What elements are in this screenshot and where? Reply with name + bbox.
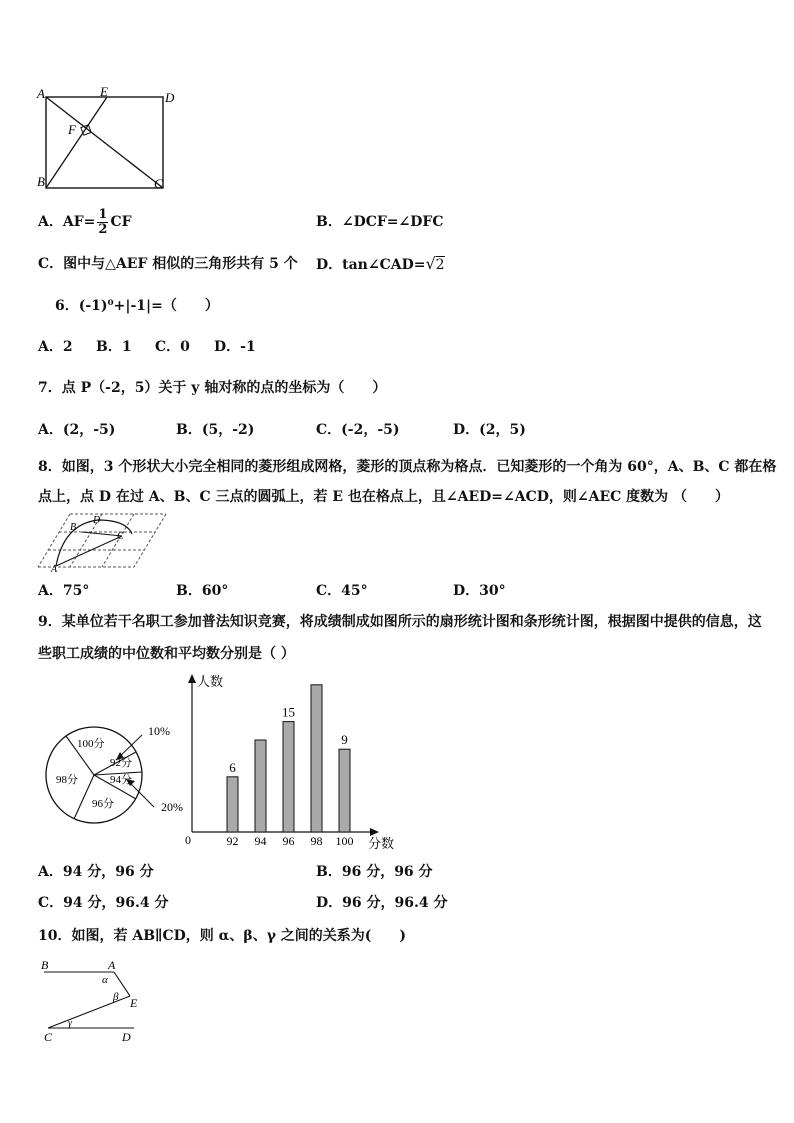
origin-label: 0 — [185, 833, 191, 847]
y-axis-label: 人数 — [197, 674, 224, 689]
q5-option-a — [38, 205, 132, 239]
rectangle-figure — [34, 84, 184, 194]
bar-96 — [283, 722, 294, 832]
tick-label-92: 92 — [226, 834, 239, 848]
label-a: A — [37, 86, 45, 101]
fraction — [97, 208, 108, 237]
q8-option-b: B．60° — [176, 583, 229, 599]
q6-option-b: B．1 — [96, 339, 132, 355]
fraction-denominator: 2 — [98, 221, 108, 237]
pie-label-92: 92分 — [110, 757, 132, 769]
tick-label-98: 98 — [310, 834, 323, 848]
sqrt-radicand: 2 — [435, 257, 445, 273]
q6-option-c: C．0 — [155, 339, 190, 355]
y-axis-arrow-icon — [188, 674, 196, 683]
label-e: E — [100, 84, 108, 99]
q6-option-d: D．-1 — [214, 339, 256, 355]
pie-label-98: 98分 — [56, 774, 78, 786]
q5-option-d — [316, 255, 445, 274]
data-label-92: 6 — [229, 759, 236, 775]
q7-option-b: B．(5，-2) — [176, 422, 255, 438]
q8-option-a: A．75° — [38, 583, 90, 599]
q6-stem: 6．(-1)⁰+|-1|=（ ） — [55, 298, 219, 314]
q5-option-c: C．图中与△AEF 相似的三角形共有 5 个 — [38, 256, 298, 272]
label-b-grid: B — [70, 522, 77, 533]
fraction-numerator: 1 — [98, 206, 108, 222]
q5-option-d-prefix: D．tan∠CAD= — [316, 257, 426, 273]
bar-98 — [311, 685, 322, 832]
x-axis-arrow-icon — [370, 828, 379, 836]
x-axis-label: 分数 — [368, 836, 395, 851]
label-d-par: D — [122, 1030, 131, 1044]
label-gamma: γ — [68, 1018, 72, 1029]
label-c-grid: C — [117, 531, 124, 542]
label-d: D — [165, 90, 175, 105]
q8-option-d: D．30° — [453, 583, 506, 599]
q10-stem: 10．如图，若 AB∥CD，则 α、β、γ 之间的关系为( ) — [38, 928, 407, 944]
tick-label-96: 96 — [282, 834, 295, 848]
q9-stem-line-2: 些职工成绩的中位数和平均数分别是（ ） — [38, 646, 295, 662]
label-a-grid: A — [51, 564, 58, 572]
q5-option-b: B．∠DCF=∠DFC — [316, 214, 444, 230]
q7-option-c: C．(-2，-5) — [316, 422, 400, 438]
pie-label-100: 100分 — [77, 738, 105, 750]
bar-100 — [339, 749, 350, 832]
q5-option-a-suffix: CF — [110, 214, 132, 230]
label-beta: β — [113, 991, 119, 1003]
rhombus-grid-figure — [36, 510, 171, 572]
q8-stem-line-2: 点上，点 D 在过 A、B、C 三点的圆弧上，若 E 也在格点上，且∠AED=∠ACD，则∠AEC 度数为 （ ） — [38, 489, 730, 505]
q9-stem-line-1: 9．某单位若干名职工参加普法知识竞赛，将成绩制成如图所示的扇形统计图和条形统计图，根据图中提供的信息，这 — [38, 614, 762, 630]
q7-stem: 7．点 P（-2，5）关于 y 轴对称的点的坐标为（ ） — [38, 380, 387, 396]
pie-label-96: 96分 — [92, 798, 114, 810]
tick-label-94: 94 — [254, 834, 267, 848]
label-f: F — [68, 122, 76, 137]
q6-option-a: A．2 — [38, 339, 73, 355]
bar-92 — [227, 777, 238, 832]
q8-option-c: C．45° — [316, 583, 368, 599]
q9-option-d: D．96 分，96.4 分 — [316, 895, 448, 911]
q9-option-b: B．96 分，96 分 — [316, 864, 433, 880]
pie-pct-10: 10% — [148, 724, 170, 738]
pie-label-94: 94分 — [110, 774, 132, 786]
tick-label-100: 100 — [335, 834, 354, 848]
sqrt-symbol: √ — [425, 254, 436, 273]
label-b-par: B — [41, 958, 49, 972]
bar-94 — [255, 740, 266, 832]
q7-option-a: A．(2，-5) — [38, 422, 116, 438]
q9-option-c: C．94 分，96.4 分 — [38, 895, 169, 911]
label-a-par: A — [108, 958, 116, 972]
pie-chart — [36, 715, 196, 825]
q9-option-a: A．94 分，96 分 — [38, 864, 154, 880]
label-b: B — [37, 174, 45, 189]
label-alpha: α — [102, 974, 108, 986]
data-label-100: 9 — [341, 732, 348, 748]
bar-chart — [180, 672, 405, 854]
label-e-par: E — [130, 996, 138, 1010]
parallel-lines-figure — [38, 956, 148, 1046]
q5-option-a-prefix: A．AF= — [38, 214, 96, 230]
q7-option-d: D．(2，5) — [453, 422, 526, 438]
label-d-grid: D — [93, 515, 101, 526]
q8-stem-line-1: 8．如图，3 个形状大小完全相同的菱形组成网格，菱形的顶点称为格点．已知菱形的一个角为 60°，A、B、C 都在格 — [38, 459, 777, 475]
data-label-96: 15 — [282, 704, 295, 720]
label-c-par: C — [44, 1030, 53, 1044]
label-c: C — [154, 176, 163, 191]
pie-pct-20: 20% — [161, 800, 183, 814]
